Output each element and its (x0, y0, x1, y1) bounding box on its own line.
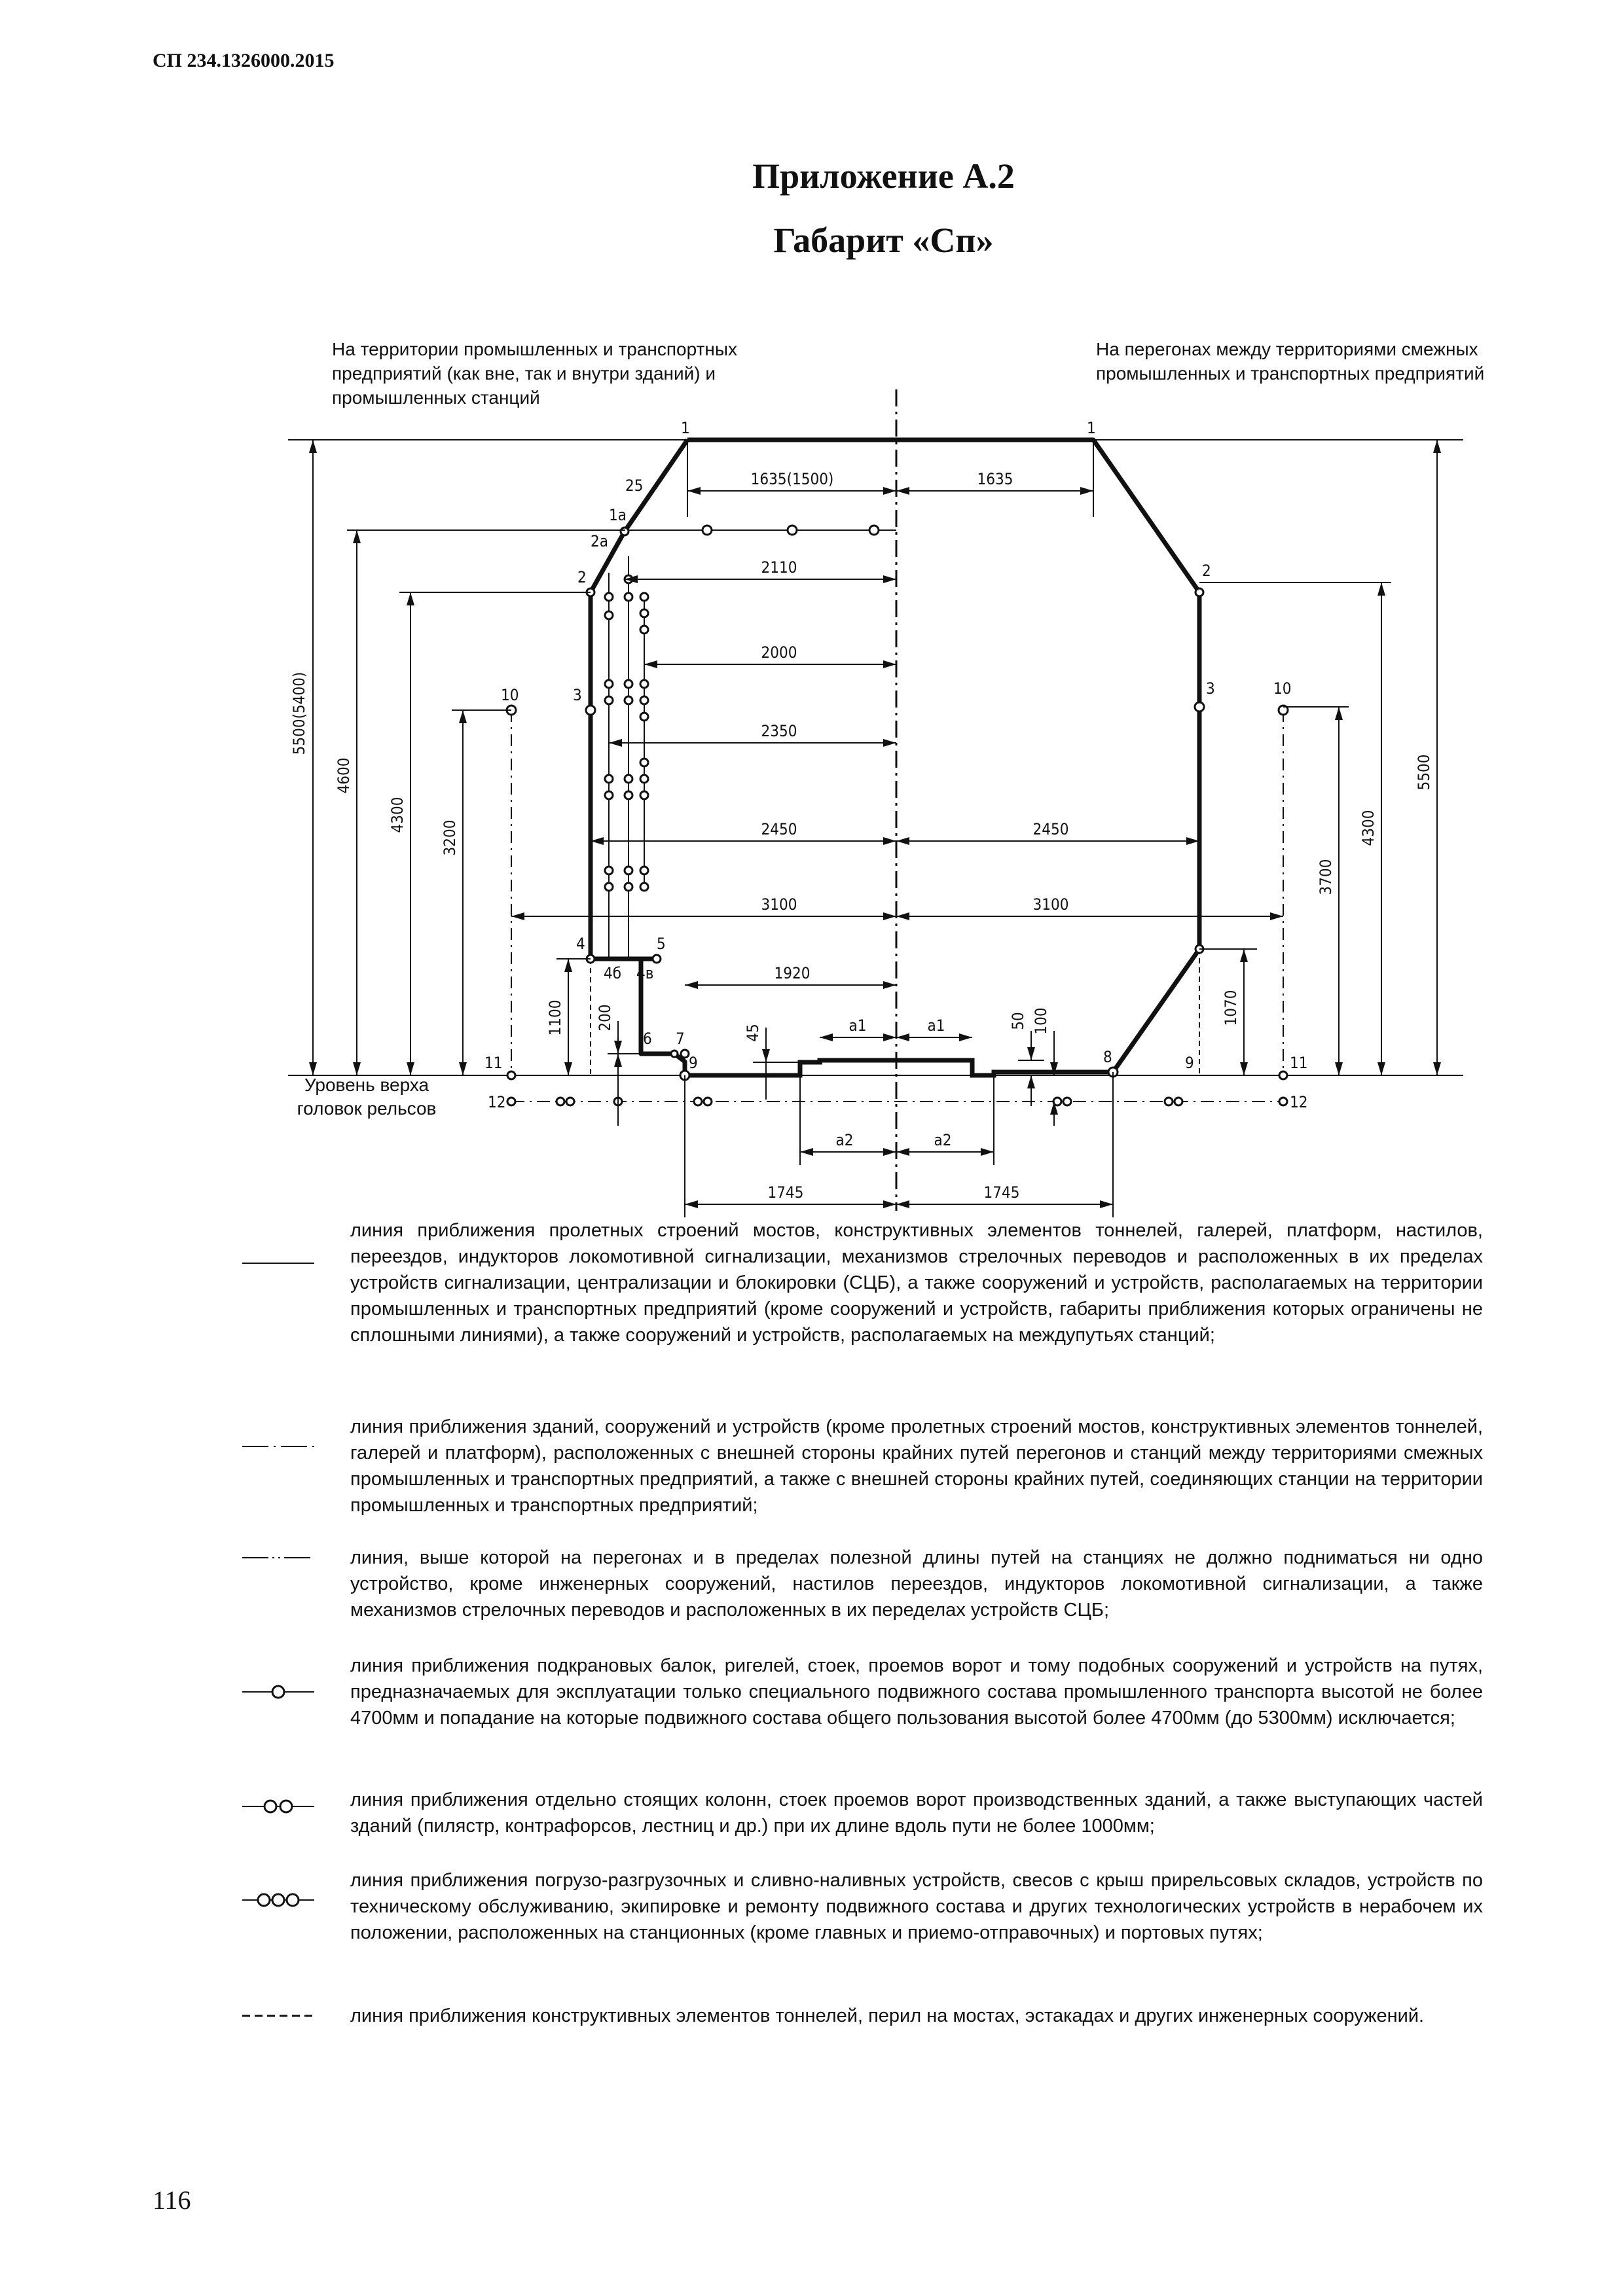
gauge-bottom (685, 1060, 1113, 1075)
label-p4: 4 (576, 935, 585, 953)
dim-a1-left: a1 (848, 1016, 867, 1035)
three-circles-symbol (242, 1887, 321, 1913)
dash-double-dot-symbol (242, 1545, 321, 1571)
label-p11-right: 11 (1290, 1054, 1308, 1072)
label-p7: 7 (676, 1030, 685, 1048)
dim-1100: 1100 (546, 999, 564, 1036)
dim-2000: 2000 (761, 643, 797, 662)
label-p9-left: 9 (689, 1054, 698, 1072)
label-p11-left: 11 (484, 1054, 503, 1072)
legend-text: линия приближения подкрановых балок, ригелей, стоек, проемов ворот и тому подобных сооружений и устройств на путях, предназначаемых для эксплуатации только специального подвижного состава промышленного транспорта высотой не более 4700мм и попадание на которые подвижного состава общего пользования высотой более 4700мм (до 5300мм) исключается; (350, 1655, 1483, 1729)
two-circles-symbol (242, 1793, 321, 1820)
dim-45: 45 (744, 1024, 762, 1042)
solid-line-symbol (242, 1250, 321, 1276)
legend-text: линия, выше которой на перегонах и в пределах полезной длины путей на станциях не должно подниматься ни одно устройство, кроме инженерных сооружений, настилов переездов, индукторов локомотивной сигнализации, а также механизмов стрелочных переводов и расположенных в их переделах устройств СЦБ; (350, 1547, 1483, 1621)
dim-2450-right: 2450 (1032, 820, 1069, 838)
label-p3-left: 3 (573, 686, 582, 704)
legend-text: линия приближения конструктивных элементов тоннелей, перил на мостах, эстакадах и других инженерных сооружений. (350, 2005, 1425, 2026)
legend-text: линия приближения погрузо-разгрузочных и сливно-наливных устройств, свесов с крыш прирельсовых складов, устройств по техническому обслуживанию, экипировке и ремонту подвижного состава и других технологических устройств в нерабочем их положении, расположенных на станционных (кроме главных и приемо-отправочных) и портовых путях; (350, 1870, 1483, 1943)
label-p2a: 2а (591, 532, 608, 550)
dim-1745-right: 1745 (983, 1183, 1020, 1202)
dim-5500-left: 5500(5400) (290, 672, 308, 755)
gauge-outline-top (687, 440, 1199, 1072)
dim-a2-left: a2 (835, 1131, 854, 1149)
one-circle-symbol (242, 1679, 321, 1705)
legend-text: линия приближения пролетных строений мостов, конструктивных элементов тоннелей, галерей, платформ, настилов, переездов, индукторов локомотивной сигнализации, механизмов стрелочных переводов и расположенных в их пределах устройств сигнализации, централизации и блокировки (СЦБ), а также сооружений и устройств, располагаемых на территории промышленных и транспортных предприятий (кроме сооружений и устройств, габариты приближения которых ограничены не сплошными линиями), а также сооружений и устройств, располагаемых на междупутьях станций; (350, 1220, 1483, 1346)
dim-2450-left: 2450 (761, 820, 797, 838)
label-p10-right: 10 (1273, 679, 1292, 698)
label-p10-left: 10 (501, 686, 519, 704)
label-p3-right: 3 (1206, 679, 1215, 698)
dim-1635-right: 1635 (977, 470, 1013, 488)
dim-3100-left: 3100 (761, 895, 797, 914)
caption-rail-level: Уровень верха головок рельсов (297, 1075, 437, 1119)
label-p2-left: 2 (577, 568, 587, 586)
dim-4300-left: 4300 (388, 797, 407, 833)
dash-dot-symbol (242, 1433, 321, 1460)
label-p12-left: 12 (488, 1093, 506, 1111)
legend-text: линия приближения зданий, сооружений и устройств (кроме пролетных строений мостов, конструктивных элементов тоннелей, галерей и платформ), расположенных с внешней стороны крайних путей перегонов и станций между территориями смежных промышленных и транспортных предприятий, а также с внешней стороны крайних путей, соединяющих станции на территории промышленных и транспортных предприятий; (350, 1416, 1483, 1516)
appendix-title: Приложение А.2 (752, 156, 1015, 196)
label-p1-left: 1 (681, 419, 690, 437)
dim-5500-right: 5500 (1415, 754, 1433, 791)
page-number: 116 (153, 2185, 191, 2215)
dim-4300-right: 4300 (1359, 810, 1377, 846)
label-p4v: 4в (636, 964, 654, 982)
label-p2-right: 2 (1202, 562, 1211, 580)
dim-1745-left: 1745 (767, 1183, 804, 1202)
label-p8: 8 (1103, 1048, 1112, 1066)
dim-1070: 1070 (1222, 990, 1240, 1026)
dim-1920: 1920 (774, 964, 811, 982)
dim-2350: 2350 (761, 722, 797, 740)
label-p4b: 4б (604, 964, 622, 982)
label-p25: 25 (625, 476, 644, 495)
dim-a2-right: a2 (934, 1131, 952, 1149)
dim-a1-right: a1 (927, 1016, 945, 1035)
dim-200: 200 (596, 1004, 614, 1031)
label-p1a: 1а (609, 506, 627, 524)
dim-100: 100 (1032, 1007, 1050, 1035)
caption-left: На территории промышленных и транспортных предприятий (как вне, так и внутри зданий) и промышленных станций (332, 339, 737, 408)
dim-50: 50 (1009, 1012, 1027, 1030)
label-p12-right: 12 (1290, 1093, 1308, 1111)
dim-3200: 3200 (441, 819, 459, 856)
dim-4600: 4600 (335, 757, 353, 794)
dim-2110: 2110 (761, 558, 797, 577)
gauge-title: Габарит «Сп» (773, 221, 994, 260)
dim-3700: 3700 (1317, 859, 1335, 895)
document-code: СП 234.1326000.2015 (153, 50, 335, 71)
caption-right: На перегонах между территориями смежных промышленных и транспортных предприятий (1096, 339, 1485, 384)
dim-3100-right: 3100 (1032, 895, 1069, 914)
label-p5: 5 (657, 935, 666, 953)
label-p6: 6 (643, 1030, 652, 1048)
label-p1-right: 1 (1087, 419, 1096, 437)
label-p9-right: 9 (1185, 1054, 1194, 1072)
dashed-line-symbol (242, 2003, 321, 2029)
dim-1635-left: 1635(1500) (750, 470, 834, 488)
legend-text: линия приближения отдельно стоящих колонн, стоек проемов ворот производственных зданий, а также выступающих частей зданий (пилястр, контрафорсов, лестниц и др.) при их длине вдоль пути не более 1000мм; (350, 1789, 1483, 1837)
